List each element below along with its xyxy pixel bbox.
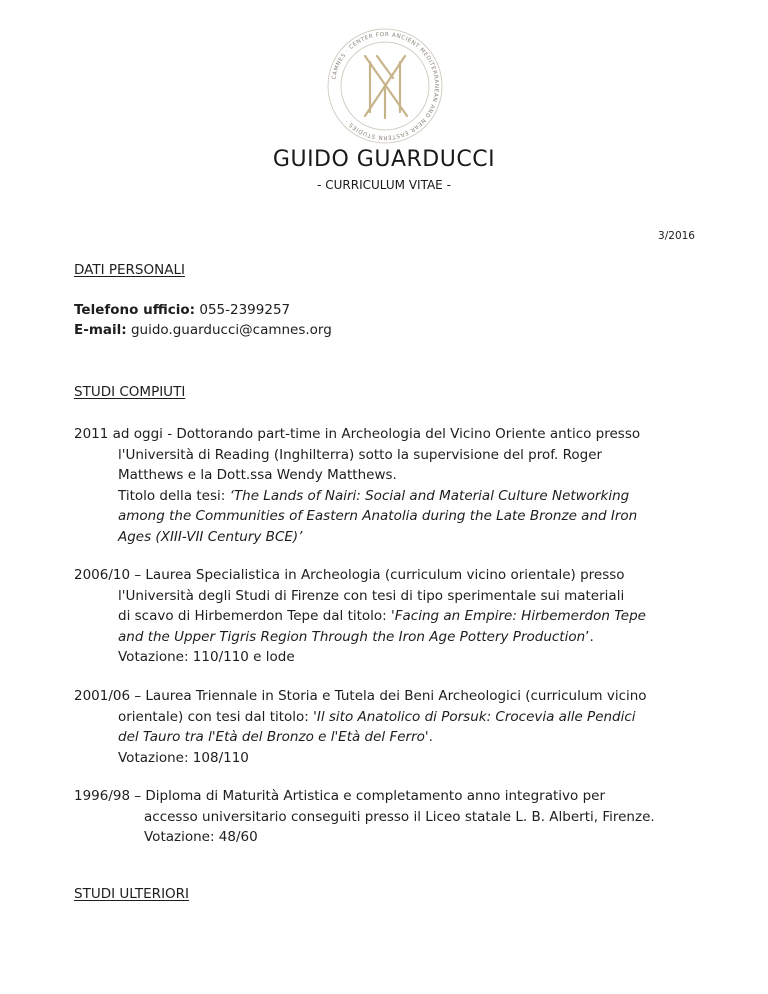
thesis-title-cont: Ages (XIII-VII Century BCE)’ <box>118 528 303 545</box>
study-entry-2011 <box>74 424 694 547</box>
thesis-title-cont: del Tauro tra l'Età del Bronzo e l'Età del Ferro <box>118 729 425 745</box>
email-value: guido.guarducci@camnes.org <box>130 322 332 338</box>
study-entry-2001 <box>74 686 694 768</box>
entry-line-thesis <box>74 486 694 507</box>
thesis-title: Il sito Anatolico di Porsuk: Crocevia alle Pendici <box>316 708 636 725</box>
entry-text: orientale) con tesi dal titolo: ' <box>118 708 317 725</box>
entry-grade: Votazione: 108/110 <box>118 749 249 766</box>
entry-line: 2001/06 – Laurea Triennale in Storia e Tutela dei Beni Archeologici (curriculum vicino <box>74 688 647 704</box>
entry-line <box>74 707 694 728</box>
entry-line <box>74 727 694 748</box>
entry-line: 2011 ad oggi - Dottorando part-time in Archeologia del Vicino Oriente antico presso <box>74 426 641 442</box>
entry-text: di scavo di Hirbemerdon Tepe dal titolo: ' <box>118 608 395 624</box>
cv-name: GUIDO GUARDUCCI <box>272 147 496 172</box>
phone-value: 055-2399257 <box>199 302 291 318</box>
entry-line <box>74 527 694 548</box>
phone-label: Telefono ufficio: <box>74 302 196 318</box>
entry-line: Matthews e la Dott.ssa Wendy Matthews. <box>118 467 397 483</box>
thesis-title: ‘The Lands of Nairi: Social and Material Culture Networking <box>229 487 630 504</box>
section-title-further: STUDI ULTERIORI <box>74 886 190 902</box>
thesis-title-cont: among the Communities of Eastern Anatolia during the Late Bronze and Iron <box>118 508 638 524</box>
logo-ring-text: CAMNES · CENTER FOR ANCIENT MEDITERRANEAN AND NEAR EASTERN STUDIES · <box>331 31 440 141</box>
entry-text: '. <box>424 729 433 745</box>
thesis-label: Titolo della tesi: <box>118 487 230 504</box>
entry-line: 2006/10 – Laurea Specialistica in Archeologia (curriculum vicino orientale) presso <box>74 567 625 583</box>
section-title-personal: DATI PERSONALI <box>74 262 185 278</box>
thesis-title-cont: and the Upper Tigris Region Through the Iron Age Pottery Production <box>118 628 586 645</box>
study-entry-2006 <box>74 565 694 668</box>
email-line <box>74 322 332 338</box>
phone-line <box>74 302 290 318</box>
entry-text: ’. <box>585 628 594 645</box>
thesis-title: Facing an Empire: Hirbemerdon Tepe <box>394 608 646 624</box>
cv-subtitle: - CURRICULUM VITAE - <box>317 178 451 192</box>
entry-grade: Votazione: 110/110 e lode <box>118 649 295 665</box>
entry-line: l'Università di Reading (Inghilterra) sotto la supervisione del prof. Roger <box>118 446 603 463</box>
cv-date: 3/2016 <box>658 230 695 242</box>
entry-line <box>74 627 694 648</box>
study-entry-1996 <box>74 786 694 848</box>
entry-line <box>74 606 694 627</box>
entry-grade: Votazione: 48/60 <box>144 829 258 845</box>
entry-line: accesso universitario conseguiti presso il Liceo statale L. B. Alberti, Firenze. <box>144 808 655 825</box>
email-label: E-mail: <box>74 322 127 338</box>
entry-line <box>74 506 694 527</box>
entry-line: 1996/98 – Diploma di Maturità Artistica e completamento anno integrativo per <box>74 788 606 804</box>
camnes-logo <box>325 26 445 146</box>
entry-line: l'Università degli Studi di Firenze con tesi di tipo sperimentale sui materiali <box>118 587 625 604</box>
section-title-studies: STUDI COMPIUTI <box>74 384 186 400</box>
